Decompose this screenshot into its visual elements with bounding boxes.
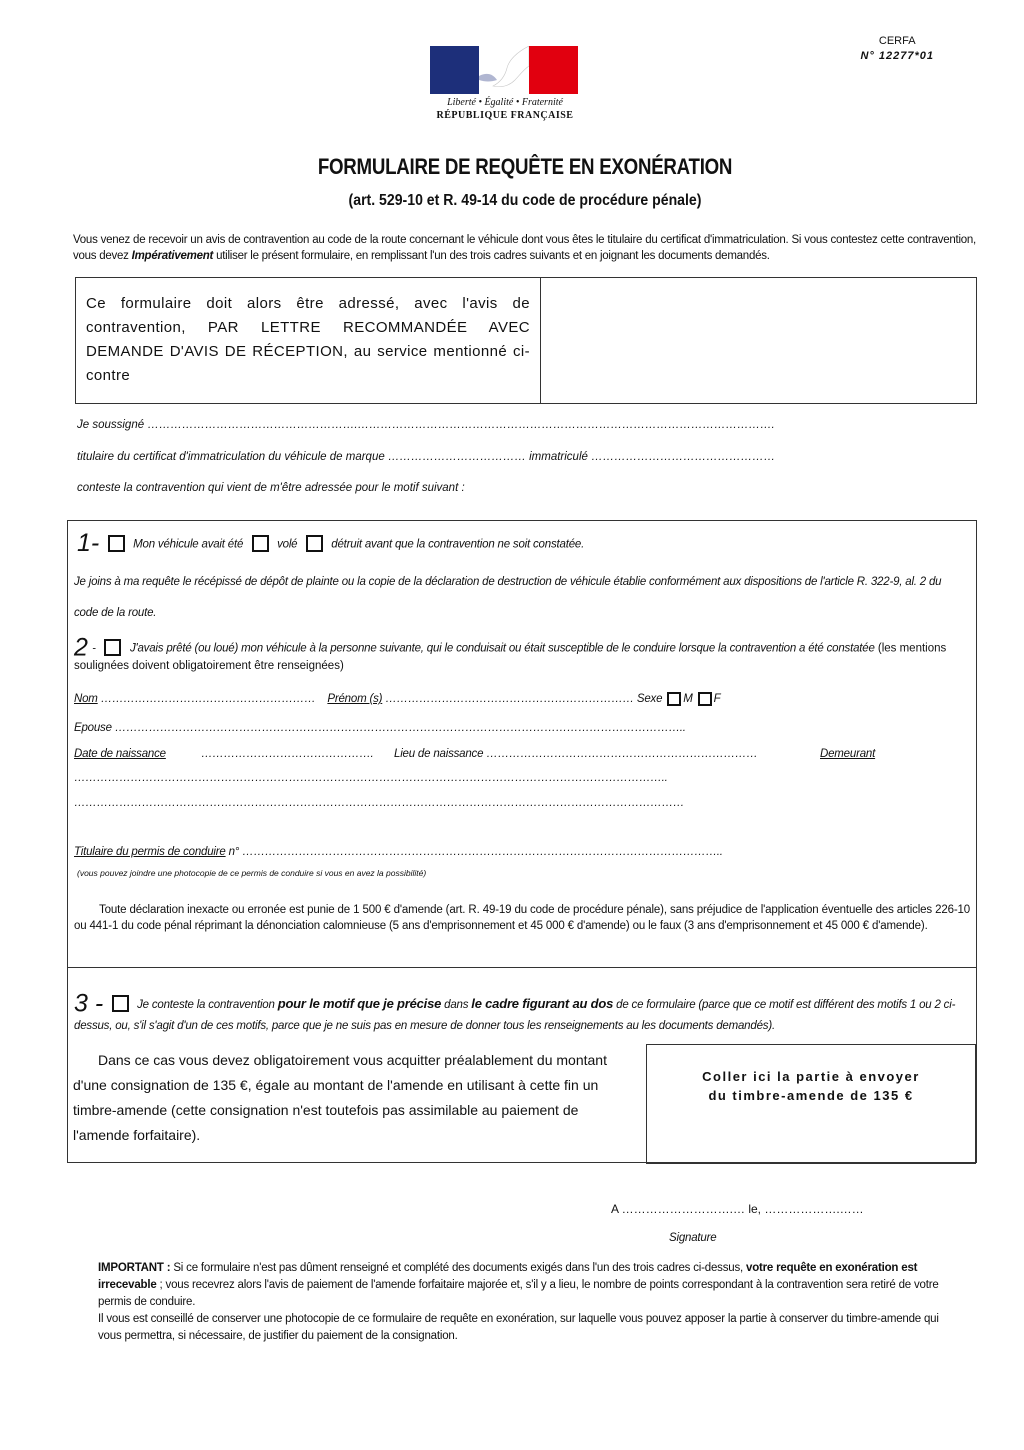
case1-number: 1- — [77, 529, 100, 557]
important-note — [98, 1260, 964, 1345]
prenom-field[interactable]: ………………………………………………………… — [382, 693, 637, 706]
nom-field[interactable]: ………………………………………………… — [97, 693, 316, 706]
timbre-amende-label — [647, 1067, 975, 1105]
address-line-2[interactable]: ……………………………………………………………………………………………………………………………………………… — [74, 797, 685, 809]
permis-label: Titulaire du permis de conduire — [74, 846, 226, 858]
stolen-label: volé — [277, 538, 298, 551]
false-declaration-warning: Toute déclaration inexacte ou erronée est punie de 1 500 € d'amende (art. R. 49-19 du code de procédure pénale), sans préjudice de l'application éventuelle des articles 226-10 ou 441-1 du code pénal réprimant la dénonciation calomnieuse (5 ans d'emprisonnement et 45 000 € d'amende) ou le faux (3 ans d'emprisonnement et 45 000 € d'amende). — [74, 904, 970, 932]
important-text-1: Si ce formulaire n'est pas dûment renseigné et complété des documents exigés dans l'un des trois cadres ci-dessus, — [170, 1262, 746, 1274]
case2-intro — [74, 633, 969, 674]
demeurant-label: Demeurant — [820, 748, 876, 760]
case1-checkbox[interactable] — [108, 535, 125, 552]
important-bold: votre requête en exonération est irrecevable — [98, 1262, 918, 1291]
republique-logo — [430, 46, 580, 121]
sexe-m-label: M — [683, 693, 693, 706]
case1-header — [77, 529, 584, 558]
cerfa-reference — [860, 34, 934, 64]
cerfa-label: CERFA — [878, 35, 916, 47]
intro-text-1: Vous venez de recevoir un avis de contravention au code de la route concernant le véhicule dont vous êtes le titulaire du certificat d'immatriculation. Si vous contestez cette contravention, vous devez — [73, 234, 976, 262]
address-line-1[interactable]: ………………………………………………………………………………………………………………………………………….. — [74, 772, 668, 784]
consignation-text: Dans ce cas vous devez obligatoirement vous acquitter préalablement du montant d'une consignation de 135 €, égale au montant de l'amende en utilisant à cette fin un timbre-amende (cette consignation n'est toutefois pas assimilable au paiement de l'amende forfaitaire). — [73, 1052, 607, 1143]
case3-text — [74, 989, 972, 1036]
case2-number: 2 — [74, 633, 88, 662]
address-box — [75, 277, 977, 404]
case2-dash: - — [92, 642, 97, 655]
titulaire-line[interactable]: titulaire du certificat d'immatriculation du véhicule de marque ……………………………… immatriculé ………………………………………… — [77, 451, 776, 463]
soussigne-line[interactable]: Je soussigné ……………………………………………….………………………………………………………………………………………………. — [77, 419, 775, 431]
case1-attachment-note: Je joins à ma requête le récépissé de dépôt de plainte ou la copie de la déclaration de destruction de véhicule établie conformément aux dispositions de l'article R. 322-9, al. 2 du code de la route. — [74, 576, 942, 619]
sexe-f-label: F — [713, 693, 721, 706]
case2-intro-text: J'avais prêté (ou loué) mon véhicule à la personne suivante, qui le conduisait ou était susceptible de le conduire lorsque la contravention a été constatée — [129, 642, 875, 655]
cerfa-number: N° 12277*01 — [860, 50, 934, 62]
cases-1-2-frame — [67, 520, 977, 968]
destroyed-checkbox[interactable] — [306, 535, 323, 552]
marianne-icon — [479, 46, 529, 94]
case3-text-1: Je conteste la contravention — [137, 999, 278, 1011]
service-address-field[interactable] — [541, 278, 976, 403]
case3-text-3: de ce formulaire (parce que ce motif est différent des motifs 1 ou 2 ci-dessus, ou, s'il s'agit d'un de ces motifs, parce que je ne suis pas en mesure de donner tous les renseignements au les documents demandés). — [74, 999, 956, 1032]
lieu-naissance-field[interactable]: Lieu de naissance ……………………………………………………………… — [394, 748, 758, 760]
marianne-flag-icon — [430, 46, 578, 94]
consignation-paragraph — [73, 1048, 613, 1148]
prenom-label: Prénom (s) — [327, 693, 383, 706]
case3-bold-1: pour le motif que je précise — [277, 996, 442, 1011]
case3-bold-2: le cadre figurant au dos — [471, 996, 614, 1011]
intro-emphasis: Impérativement — [131, 250, 214, 262]
epouse-field[interactable]: Epouse …………………………………………………………………………………………………………………………………….. — [74, 722, 686, 734]
case2-intro-note: (les mentions soulignées doivent obligatoirement être renseignées) — [74, 642, 947, 672]
intro-paragraph — [73, 232, 976, 264]
signature-label: Signature — [669, 1232, 717, 1244]
sexe-label: Sexe — [636, 693, 663, 706]
important-label: IMPORTANT : — [98, 1262, 171, 1274]
important-advice: Il vous est conseillé de conserver une photocopie de ce formulaire de requête en exonération, sur laquelle vous pouvez apposer la partie à conserver du timbre-amende qui vous permettra, si nécessaire, de justifier du paiement de la consignation. — [98, 1313, 939, 1342]
case2-checkbox[interactable] — [104, 639, 121, 656]
sexe-m-checkbox[interactable] — [667, 692, 681, 706]
flag-blue — [430, 46, 479, 94]
form-subtitle: (art. 529-10 et R. 49-14 du code de procédure pénale) — [348, 192, 702, 209]
case3-checkbox[interactable] — [112, 995, 129, 1012]
sexe-f-checkbox[interactable] — [698, 692, 712, 706]
permis-note: (vous pouvez joindre une photocopie de ce permis de conduire si vous en avez la possibilité) — [77, 868, 427, 878]
motto: Liberté • Égalité • Fraternité — [447, 97, 563, 108]
stamp-line-1: Coller ici la partie à envoyer — [702, 1069, 920, 1084]
case3-text-2: dans — [441, 999, 472, 1011]
republique-francaise: RÉPUBLIQUE FRANÇAISE — [436, 110, 574, 121]
stamp-line-2: du timbre-amende de 135 € — [708, 1088, 914, 1103]
flag-red — [529, 46, 578, 94]
dob-label: Date de naissance — [74, 748, 166, 760]
timbre-amende-box[interactable] — [646, 1044, 976, 1164]
conteste-line: conteste la contravention qui vient de m'être adressée pour le motif suivant : — [77, 482, 465, 494]
stolen-checkbox[interactable] — [252, 535, 269, 552]
address-instructions: Ce formulaire doit alors être adressé, avec l'avis de contravention, PAR LETTRE RECOMMANDÉE AVEC DEMANDE D'AVIS DE RÉCEPTION, au service mentionné ci-contre — [76, 278, 541, 403]
permis-field[interactable]: n° ……………………………………………………………………………………………………………….. — [225, 846, 723, 858]
important-text-2: ; vous recevrez alors l'avis de paiement de l'amende forfaitaire majorée et, s'il y a lieu, le nombre de points correspondant à la contravention sera retiré de votre permis de conduire. — [98, 1279, 939, 1308]
permis-row — [74, 846, 723, 858]
destroyed-label: détruit avant que la contravention ne soit constatée. — [331, 538, 585, 551]
nom-row — [74, 692, 721, 706]
nom-label: Nom — [74, 693, 98, 706]
flag-white — [479, 46, 529, 94]
case3-number: 3 - — [74, 989, 104, 1018]
case1-stolen-prefix: Mon véhicule avait été — [133, 538, 244, 551]
dob-field[interactable]: ………………………………………. — [201, 748, 374, 760]
place-date-field[interactable]: A ……………………….… le, ……………….…… — [611, 1202, 864, 1216]
intro-text-2: utiliser le présent formulaire, en remplissant l'un des trois cadres suivants et en joignant les documents demandés. — [213, 250, 770, 262]
form-title: FORMULAIRE DE REQUÊTE EN EXONÉRATION — [317, 154, 733, 179]
